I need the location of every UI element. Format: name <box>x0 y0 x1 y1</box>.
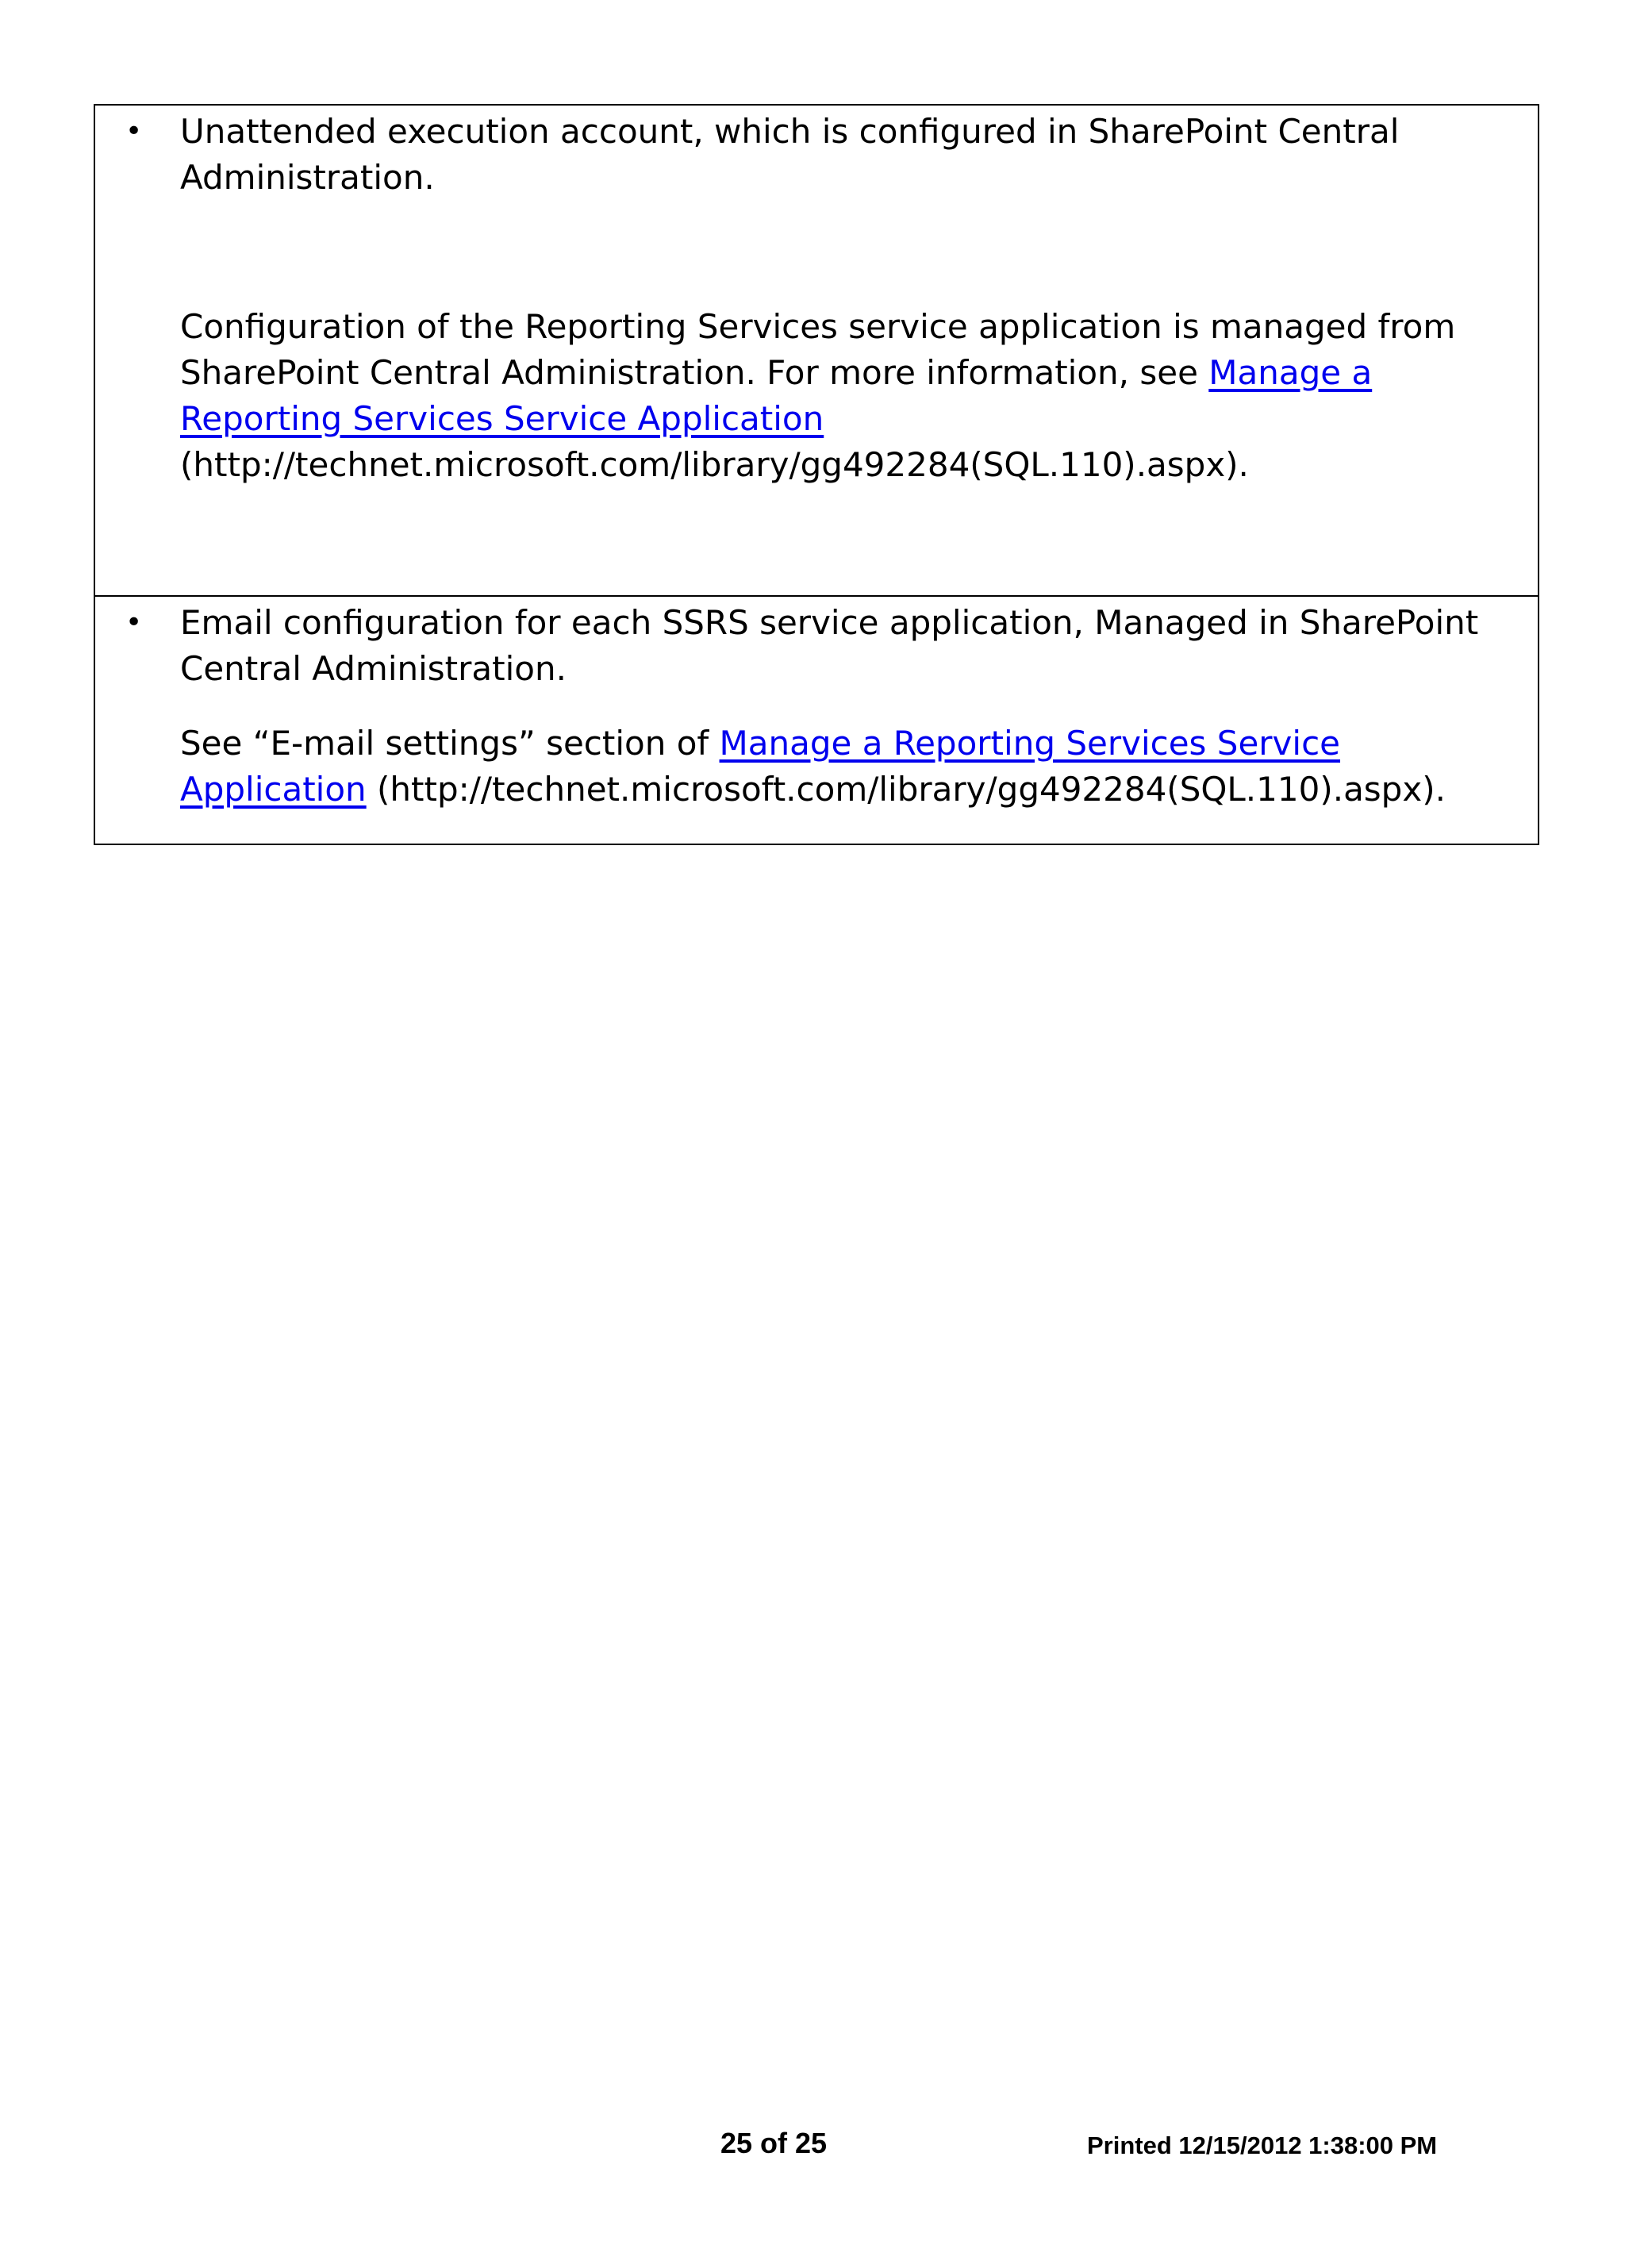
bullet-text: Email configuration for each SSRS service application, Managed in SharePoint Central Administration. <box>180 603 1479 688</box>
bullet-text: Unattended execution account, which is configured in SharePoint Central Administration. <box>180 112 1400 197</box>
table-row <box>94 105 1539 596</box>
bullet-item <box>95 597 1538 692</box>
paragraph-text-after: (http://technet.microsoft.com/library/gg492284(SQL.110).aspx). <box>180 445 1249 484</box>
paragraph-text-before: Configuration of the Reporting Services service application is managed from SharePoint Central Administration. For more information, see <box>180 307 1456 392</box>
printed-timestamp: Printed 12/15/2012 1:38:00 PM <box>1087 2132 1438 2159</box>
table-row <box>94 596 1539 844</box>
table-cell <box>94 596 1539 844</box>
bullet-item <box>95 106 1538 201</box>
content-table <box>94 104 1539 845</box>
paragraph-text-before: See “E-mail settings” section of <box>180 724 720 763</box>
bullet-icon: • <box>125 115 143 148</box>
page-number: 25 of 25 <box>720 2127 828 2159</box>
manage-ssrs-app-link[interactable]: Manage a Reporting Services Service Application <box>180 353 1373 438</box>
manage-ssrs-app-link[interactable]: Manage a Reporting Services Service Application <box>180 724 1341 809</box>
paragraph-text-after: (http://technet.microsoft.com/library/gg492284(SQL.110).aspx). <box>366 770 1446 809</box>
table-cell <box>94 105 1539 596</box>
paragraph <box>95 304 1538 488</box>
bullet-icon: • <box>125 606 143 639</box>
paragraph <box>95 721 1538 813</box>
